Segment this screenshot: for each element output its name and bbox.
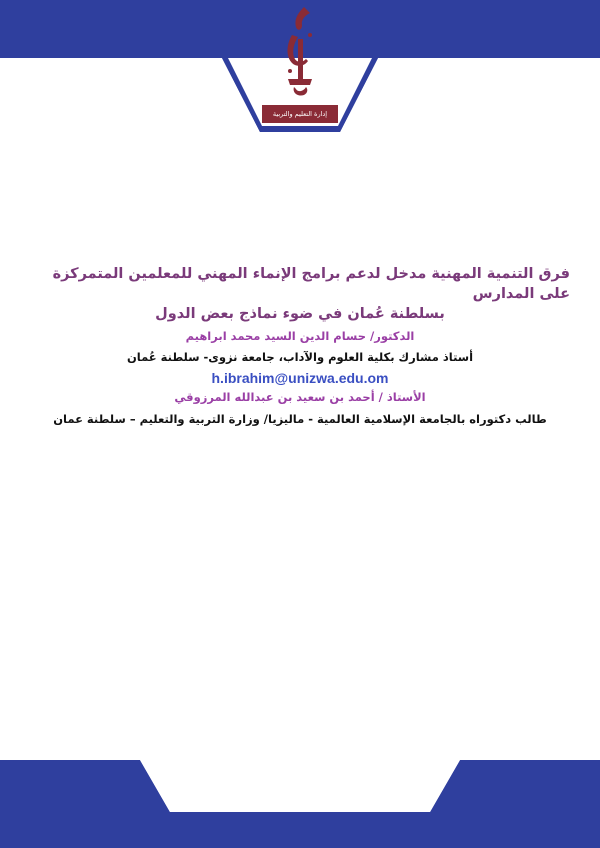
author1-email[interactable]: h.ibrahim@unizwa.edu.om xyxy=(211,370,389,386)
logo xyxy=(262,5,338,131)
article-title-line1: فرق التنمية المهنية مدخل لدعم برامج الإنماء المهني للمعلمين المتمركزة على المدارس xyxy=(52,266,570,302)
author2-name: الأستاذ / أحمد بن سعيد بن عبدالله المرزوقي xyxy=(174,390,426,404)
author1-name: الدكتور/ حسام الدين السيد محمد ابراهيم xyxy=(185,329,415,343)
article-header xyxy=(30,264,570,428)
article-title-line2: بسلطنة عُمان في ضوء نماذج بعض الدول xyxy=(155,306,445,322)
logo-plaque: إدارة التعليم والتربية xyxy=(262,105,338,123)
footer-band xyxy=(0,760,600,848)
author1-affiliation: أستاذ مشارك بكلية العلوم والآداب، جامعة نزوى- سلطنة عُمان xyxy=(126,350,474,364)
author2-affiliation: طالب دكتوراه بالجامعة الإسلامية العالمية - ماليزيا/ وزارة التربية والتعليم – سلطنة عمان xyxy=(53,412,547,426)
calligraphy-logo-icon xyxy=(280,5,320,100)
footer-email[interactable]: ahmed.almarzouqi21@moe.om xyxy=(189,787,411,804)
